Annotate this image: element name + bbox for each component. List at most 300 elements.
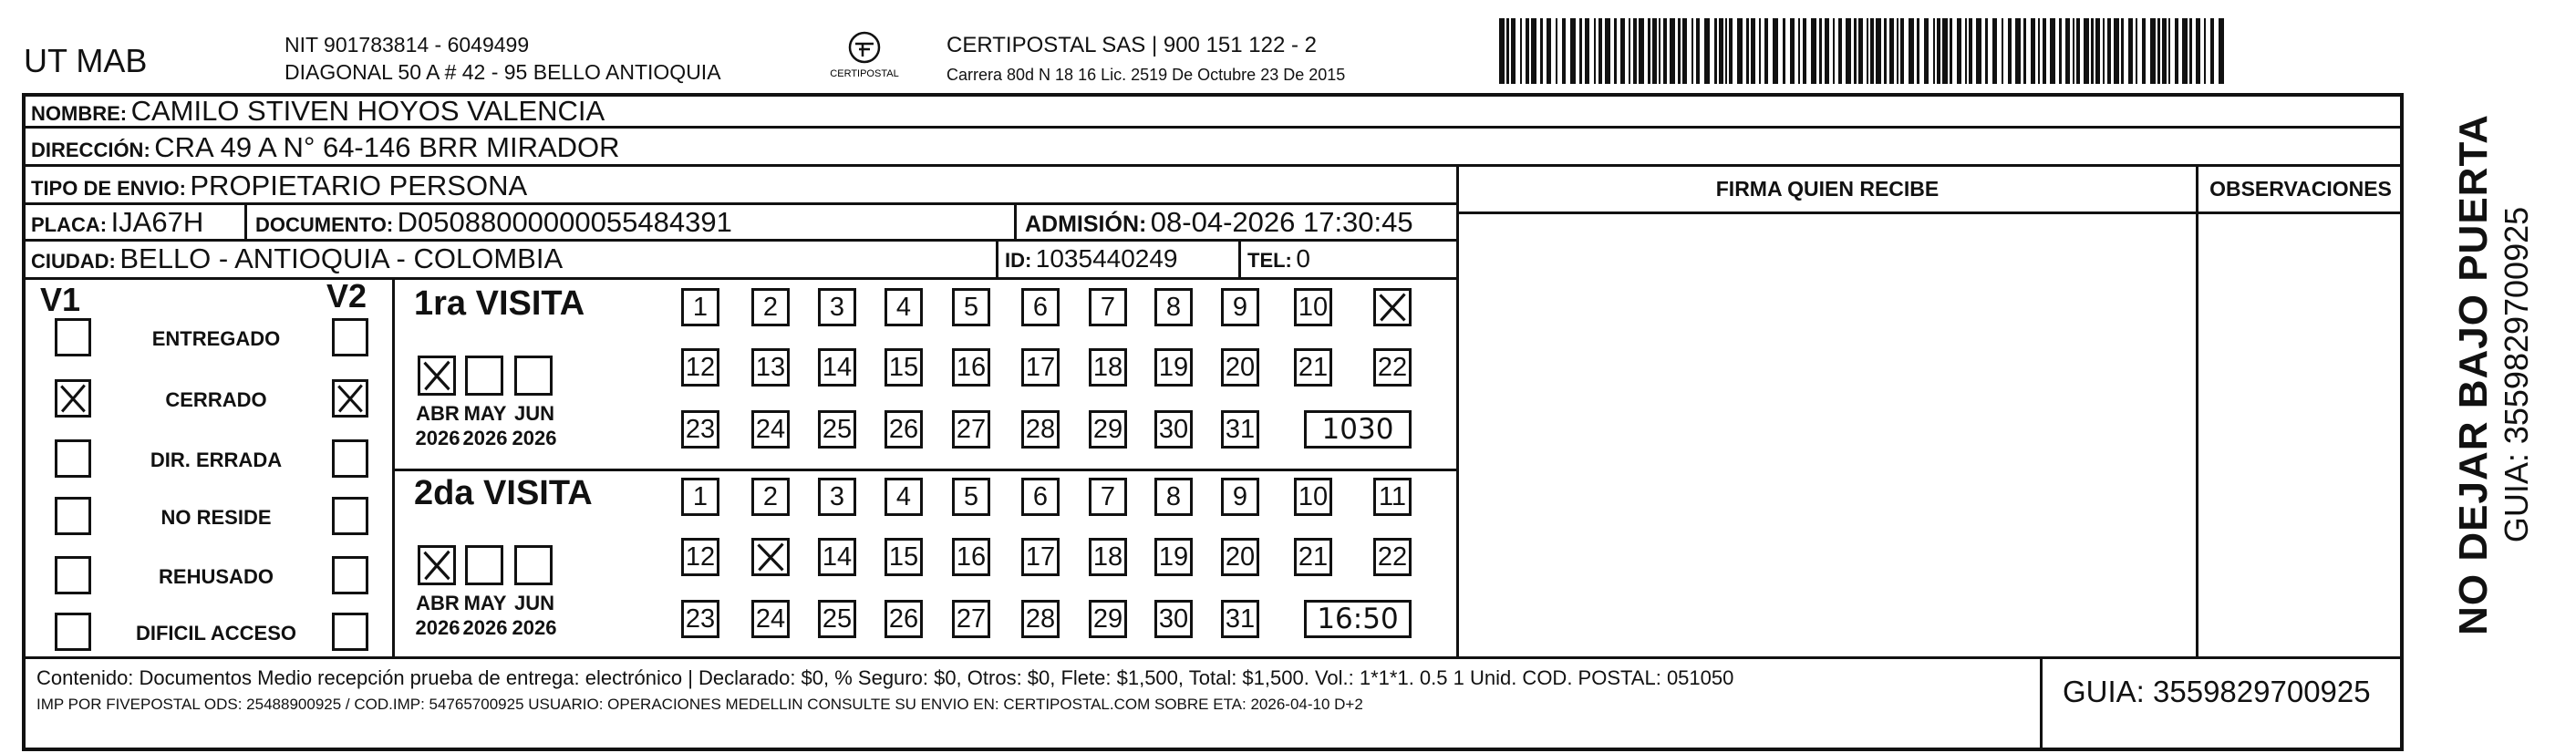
visit1-day-number: 22 [1377, 353, 1408, 382]
visit1-day-4-checkbox[interactable] [885, 288, 923, 326]
print-info: IMP POR FIVEPOSTAL ODS: 25488900925 / COD.IMP: 54765700925 USUARIO: OPERACIONES MEDELLIN CONSULTE SU ENVIO EN: CERTIPOSTAL.COM SOBRE ETA: 2026-04-10 D+2 [36, 696, 1363, 713]
name-label: NOMBRE: [31, 102, 128, 125]
visit1-day-number: 10 [1298, 293, 1329, 322]
barcode-bar [1798, 18, 1800, 84]
visit2-day-number: 4 [895, 482, 912, 511]
rule [244, 202, 247, 239]
visit1-day-number: 24 [755, 415, 786, 444]
visit2-day-number: 30 [1158, 604, 1189, 634]
visit2-day-number: 29 [1092, 604, 1123, 634]
check-mark-icon [420, 358, 453, 393]
visit2-day-number: 7 [1100, 482, 1116, 511]
barcode-bar [2095, 18, 2100, 84]
visit2-day-number: 31 [1225, 604, 1256, 634]
rule [26, 202, 1457, 205]
barcode-bar [2076, 18, 2080, 84]
visit1-title: 1ra VISITA [414, 284, 585, 323]
barcode-bar [1833, 18, 1835, 84]
visit2-day-26-checkbox[interactable] [885, 600, 923, 638]
barcode-bar [1605, 18, 1610, 84]
sender-name: UT MAB [24, 42, 148, 79]
visit1-day-27-checkbox[interactable] [952, 410, 990, 449]
visit2-day-number: 22 [1377, 542, 1408, 572]
barcode-bar [1783, 18, 1785, 84]
barcode-bar [1957, 18, 1961, 84]
barcode-bar [1678, 18, 1681, 84]
visit1-day-24-checkbox[interactable] [751, 410, 790, 449]
visit2-month-year: 2026 [415, 616, 460, 639]
visit1-day-20-checkbox[interactable] [1221, 348, 1259, 387]
rule [26, 277, 1457, 280]
visit2-day-number: 21 [1298, 542, 1329, 572]
tel-label: TEL: [1247, 249, 1292, 272]
visit2-day-number: 26 [888, 604, 919, 634]
visit2-day-2-checkbox[interactable] [751, 478, 790, 516]
barcode-bar [1917, 18, 1919, 84]
document-field [255, 206, 732, 239]
v2-checkbox-dir-errada[interactable] [332, 439, 368, 478]
courier-license: Carrera 80d N 18 16 Lic. 2519 De Octubre 23 De 2015 [947, 66, 1346, 84]
visit1-day-8-checkbox[interactable] [1154, 288, 1193, 326]
barcode-bar [2050, 18, 2055, 84]
barcode-bar [1933, 18, 1935, 84]
barcode-bar [2168, 18, 2170, 84]
barcode-bar [1585, 18, 1589, 84]
visit2-day-10-checkbox[interactable] [1294, 478, 1332, 516]
barcode-bar [1639, 18, 1644, 84]
barcode-bar [2219, 18, 2224, 84]
visit2-day-number: 5 [963, 482, 979, 511]
document-value: D05088000000055484391 [397, 206, 732, 238]
visit1-day-number: 28 [1025, 415, 1056, 444]
visit2-day-number: 23 [685, 604, 716, 634]
visit2-day-22-checkbox[interactable] [1373, 538, 1412, 576]
visit1-day-number: 5 [963, 293, 979, 322]
barcode-bar [1900, 18, 1904, 84]
barcode-bar [1520, 18, 1522, 84]
visit1-day-22-checkbox[interactable] [1373, 348, 1412, 387]
barcode-bar [1870, 18, 1874, 84]
logo-text: CERTIPOSTAL [830, 68, 899, 79]
check-mark-icon [754, 541, 787, 573]
courier-info [947, 31, 1345, 89]
barcode-bar [1858, 18, 1863, 84]
check-mark-icon [335, 382, 366, 415]
status-label: DIFICIL ACCESO [135, 622, 296, 645]
address-row [31, 131, 620, 164]
visit1-day-26-checkbox[interactable] [885, 410, 923, 449]
visit2-day-number: 19 [1158, 542, 1189, 572]
barcode-bar [1719, 18, 1723, 84]
barcode-bar [1811, 18, 1816, 84]
admission-value: 08-04-2026 17:30:45 [1150, 206, 1413, 238]
visit2-title: 2da VISITA [414, 474, 593, 512]
barcode-bar [2038, 18, 2040, 84]
rule [1238, 239, 1241, 277]
barcode-bar [2114, 18, 2119, 84]
barcode-bar [1556, 18, 1557, 84]
visit2-day-number: 25 [822, 604, 853, 634]
visit1-day-11-checkbox[interactable] [1373, 288, 1412, 326]
barcode-bar [1691, 18, 1693, 84]
barcode-bar [2196, 18, 2200, 84]
barcode-bar [1682, 18, 1687, 84]
visit2-day-9-checkbox[interactable] [1221, 478, 1259, 516]
visit1-day-number: 27 [956, 415, 987, 444]
visit2-day-5-checkbox[interactable] [952, 478, 990, 516]
id-field [1005, 244, 1178, 273]
barcode-bar [1889, 18, 1894, 84]
visit2-day-14-checkbox[interactable] [818, 538, 856, 576]
type-row [31, 170, 527, 202]
rule [26, 164, 2402, 167]
sender-info [284, 31, 721, 86]
barcode-bar [1838, 18, 1842, 84]
visit2-day-8-checkbox[interactable] [1154, 478, 1193, 516]
barcode-bar [2065, 18, 2070, 84]
admission-label: ADMISIÓN: [1025, 211, 1147, 237]
visit1-day-5-checkbox[interactable] [952, 288, 990, 326]
barcode-bar [1746, 18, 1749, 84]
barcode-bar [1759, 18, 1761, 84]
barcode-bar [1909, 18, 1914, 84]
visit2-day-6-checkbox[interactable] [1021, 478, 1060, 516]
rule [2040, 656, 2043, 749]
v2-checkbox-entregado[interactable] [332, 318, 368, 356]
side-tracking-number: GUIA: 3559829700925 [2498, 206, 2535, 543]
barcode-bar [1506, 18, 1509, 84]
barcode-bar [2128, 18, 2133, 84]
barcode-bar [1598, 18, 1602, 84]
plate-value: IJA67H [110, 206, 204, 238]
visit2-day-19-checkbox[interactable] [1154, 538, 1193, 576]
visit1-day-18-checkbox[interactable] [1089, 348, 1127, 387]
barcode-bar [1876, 18, 1881, 84]
visit2-month-label [505, 591, 564, 640]
visit2-day-13-checkbox[interactable] [751, 538, 790, 576]
visit1-day-21-checkbox[interactable] [1294, 348, 1332, 387]
visit1-day-number: 29 [1092, 415, 1123, 444]
plate-label: PLACA: [31, 213, 108, 236]
v2-checkbox-rehusado[interactable] [332, 556, 368, 594]
barcode-bar [1790, 18, 1795, 84]
visit2-day-number: 1 [692, 482, 709, 511]
barcode-bar [1663, 18, 1667, 84]
type-label: TIPO DE ENVIO: [31, 177, 186, 200]
visit2-day-28-checkbox[interactable] [1021, 600, 1060, 638]
barcode-bar [2204, 18, 2206, 84]
visit2-time-field[interactable] [1304, 600, 1412, 638]
observations-area[interactable] [2199, 215, 2400, 655]
visit2-time-value: 16:50 [1317, 603, 1399, 635]
visit1-day-30-checkbox[interactable] [1154, 410, 1193, 449]
visit2-day-number: 15 [888, 542, 919, 572]
barcode-bar [1531, 18, 1536, 84]
visit1-day-3-checkbox[interactable] [818, 288, 856, 326]
visit1-day-number: 3 [829, 293, 845, 322]
visit1-month-label [505, 401, 564, 450]
visit1-day-16-checkbox[interactable] [952, 348, 990, 387]
visit1-day-6-checkbox[interactable] [1021, 288, 1060, 326]
barcode-bar [1884, 18, 1887, 84]
visit2-day-4-checkbox[interactable] [885, 478, 923, 516]
visit1-day-25-checkbox[interactable] [818, 410, 856, 449]
v2-checkbox-no-reside[interactable] [332, 497, 368, 535]
v1-checkbox-entregado[interactable] [55, 318, 91, 356]
visit1-day-7-checkbox[interactable] [1089, 288, 1127, 326]
barcode-bar [2091, 18, 2094, 84]
barcode-bar [1965, 18, 1967, 84]
rule [996, 239, 998, 277]
barcode-bar [1942, 18, 1948, 84]
barcode-bar [2031, 18, 2035, 84]
visit2-month-name: ABR [416, 592, 460, 614]
barcode-bar [1499, 18, 1505, 84]
visit2-day-number: 6 [1032, 482, 1049, 511]
v1-checkbox-dificil-acceso[interactable] [55, 613, 91, 651]
visit2-day-number: 14 [822, 542, 853, 572]
visit2-day-23-checkbox[interactable] [681, 600, 719, 638]
visit2-day-31-checkbox[interactable] [1221, 600, 1259, 638]
visit2-day-number: 12 [685, 542, 716, 572]
barcode-bar [1867, 18, 1868, 84]
status-label: REHUSADO [159, 565, 274, 588]
visit1-day-28-checkbox[interactable] [1021, 410, 1060, 449]
visit2-day-number: 9 [1232, 482, 1248, 511]
visit2-month-year: 2026 [462, 616, 508, 639]
signature-title: FIRMA QUIEN RECIBE [1715, 177, 1940, 201]
visit1-time-field[interactable] [1304, 410, 1412, 449]
visit2-day-number: 24 [755, 604, 786, 634]
barcode-bar [2136, 18, 2137, 84]
visit1-day-number: 9 [1232, 293, 1248, 322]
barcode-bar [1704, 18, 1710, 84]
barcode-bar [1803, 18, 1806, 84]
visit1-month-name: ABR [416, 402, 460, 425]
barcode-bar [1725, 18, 1727, 84]
barcode-bar [1950, 18, 1952, 84]
barcode-bar [1819, 18, 1822, 84]
v1-checkbox-cerrado[interactable] [55, 379, 91, 418]
visit1-day-23-checkbox[interactable] [681, 410, 719, 449]
city-label: CIUDAD: [31, 250, 116, 273]
visit2-month-abr-checkbox[interactable] [418, 545, 456, 585]
barcode-bar [1714, 18, 1717, 84]
id-label: ID: [1005, 249, 1032, 272]
status-label: NO RESIDE [160, 506, 272, 529]
visit1-day-number: 20 [1225, 353, 1256, 382]
courier-name: CERTIPOSTAL SAS | 900 151 122 - 2 [947, 33, 1317, 57]
visit1-day-29-checkbox[interactable] [1089, 410, 1127, 449]
barcode-bar [1562, 18, 1566, 84]
barcode-bar [2210, 18, 2214, 84]
rule [1457, 211, 2402, 214]
barcode-bar [1620, 18, 1625, 84]
barcode-bar [2142, 18, 2146, 84]
visit1-day-number: 21 [1298, 353, 1329, 382]
visit2-month-name: JUN [513, 592, 554, 614]
visit2-day-24-checkbox[interactable] [751, 600, 790, 638]
visit2-day-number: 16 [956, 542, 987, 572]
plate-field [31, 206, 203, 239]
visit2-day-15-checkbox[interactable] [885, 538, 923, 576]
visit2-day-25-checkbox[interactable] [818, 600, 856, 638]
barcode-bar [2150, 18, 2156, 84]
barcode-bar [2121, 18, 2124, 84]
visit1-day-14-checkbox[interactable] [818, 348, 856, 387]
city-row [31, 242, 563, 275]
barcode-bar [1540, 18, 1543, 84]
visit2-day-17-checkbox[interactable] [1021, 538, 1060, 576]
barcode-bar [2107, 18, 2111, 84]
visit2-day-number: 18 [1092, 542, 1123, 572]
visit2-day-11-checkbox[interactable] [1373, 478, 1412, 516]
visit2-day-30-checkbox[interactable] [1154, 600, 1193, 638]
barcode [1495, 15, 2225, 88]
visit1-day-number: 17 [1025, 353, 1056, 382]
visit1-day-number: 23 [685, 415, 716, 444]
visit1-day-13-checkbox[interactable] [751, 348, 790, 387]
visit1-month-year: 2026 [462, 427, 508, 449]
barcode-bar [1976, 18, 1981, 84]
visit1-day-1-checkbox[interactable] [681, 288, 719, 326]
barcode-bar [2182, 18, 2188, 84]
visit1-day-number: 12 [685, 353, 716, 382]
visit1-month-name: MAY [463, 402, 507, 425]
visit2-day-18-checkbox[interactable] [1089, 538, 1127, 576]
v1-checkbox-dir-errada[interactable] [55, 439, 91, 478]
visit2-day-12-checkbox[interactable] [681, 538, 719, 576]
check-mark-icon [420, 548, 453, 583]
v1-heading: V1 [40, 281, 81, 318]
barcode-bar [2002, 18, 2003, 84]
shipment-type: PROPIETARIO PERSONA [190, 170, 528, 201]
visit2-day-16-checkbox[interactable] [952, 538, 990, 576]
barcode-bar [1579, 18, 1582, 84]
visit1-day-number: 19 [1158, 353, 1189, 382]
barcode-bar [2015, 18, 2021, 84]
visit2-day-number: 28 [1025, 604, 1056, 634]
content-summary: Contenido: Documentos Medio recepción prueba de entrega: electrónico | Declarado: $0, % Seguro: $0, Otros: $0, Flete: $1,500, Total: $1,500. Vol.: 1*1*1. 0.5 1 Unid. COD. POSTAL: 051050 [36, 666, 1734, 689]
rule [392, 469, 1457, 471]
visit1-day-12-checkbox[interactable] [681, 348, 719, 387]
visit1-day-number: 1 [692, 293, 709, 322]
city-value: BELLO - ANTIOQUIA - COLOMBIA [119, 242, 564, 274]
barcode-bar [1937, 18, 1940, 84]
visit1-day-9-checkbox[interactable] [1221, 288, 1259, 326]
v1-checkbox-no-reside[interactable] [55, 497, 91, 535]
visit1-day-number: 2 [762, 293, 779, 322]
barcode-bar [1659, 18, 1660, 84]
document-label: DOCUMENTO: [255, 213, 394, 236]
visit2-day-20-checkbox[interactable] [1221, 538, 1259, 576]
status-label: CERRADO [165, 388, 267, 411]
barcode-bar [1648, 18, 1650, 84]
visit1-day-17-checkbox[interactable] [1021, 348, 1060, 387]
barcode-bar [1773, 18, 1778, 84]
visit1-day-15-checkbox[interactable] [885, 348, 923, 387]
sender-nit: NIT 901783814 - 6049499 [284, 33, 530, 57]
visit1-day-31-checkbox[interactable] [1221, 410, 1259, 449]
visit2-month-year: 2026 [512, 616, 557, 639]
barcode-bar [1547, 18, 1551, 84]
v2-checkbox-cerrado[interactable] [332, 379, 368, 418]
visit1-day-10-checkbox[interactable] [1294, 288, 1332, 326]
visit1-day-number: 26 [888, 415, 919, 444]
visit1-day-number: 31 [1225, 415, 1256, 444]
visit1-day-2-checkbox[interactable] [751, 288, 790, 326]
visit2-day-number: 10 [1298, 482, 1329, 511]
visit2-day-7-checkbox[interactable] [1089, 478, 1127, 516]
visit1-day-19-checkbox[interactable] [1154, 348, 1193, 387]
status-label: DIR. ERRADA [150, 449, 283, 471]
visit2-day-3-checkbox[interactable] [818, 478, 856, 516]
visit1-day-number: 15 [888, 353, 919, 382]
visit1-month-jun-checkbox[interactable] [514, 356, 553, 396]
signature-area[interactable] [1459, 215, 2194, 655]
rule [2196, 164, 2198, 656]
barcode-bar [1633, 18, 1637, 84]
barcode-bar [1614, 18, 1617, 84]
barcode-bar [2175, 18, 2178, 84]
visit1-day-number: 7 [1100, 293, 1116, 322]
barcode-bar [2059, 18, 2062, 84]
visit2-month-jun-checkbox[interactable] [514, 545, 553, 585]
barcode-bar [2084, 18, 2089, 84]
v2-checkbox-dificil-acceso[interactable] [332, 613, 368, 651]
barcode-bar [1751, 18, 1755, 84]
barcode-bar [1594, 18, 1596, 84]
barcode-bar [1897, 18, 1898, 84]
barcode-bar [1985, 18, 1988, 84]
visit2-day-1-checkbox[interactable] [681, 478, 719, 516]
visit1-month-year: 2026 [415, 427, 460, 449]
visit2-day-number: 8 [1165, 482, 1182, 511]
rule [1014, 202, 1017, 239]
barcode-bar [1825, 18, 1829, 84]
check-mark-icon [57, 382, 88, 415]
barcode-bar [1764, 18, 1768, 84]
id-value: 1035440249 [1035, 244, 1178, 273]
barcode-bar [2008, 18, 2012, 84]
visit1-month-may-checkbox[interactable] [465, 356, 503, 396]
status-label: ENTREGADO [151, 327, 281, 350]
visit2-day-number: 20 [1225, 542, 1256, 572]
v1-checkbox-rehusado[interactable] [55, 556, 91, 594]
barcode-bar [1737, 18, 1743, 84]
tel-value: 0 [1296, 244, 1310, 273]
check-mark-icon [1376, 291, 1409, 324]
visit2-day-21-checkbox[interactable] [1294, 538, 1332, 576]
visit2-day-number: 17 [1025, 542, 1056, 572]
barcode-bar [2043, 18, 2046, 84]
barcode-bar [1629, 18, 1630, 84]
barcode-bar [2103, 18, 2105, 84]
visit1-month-abr-checkbox[interactable] [418, 356, 456, 396]
visit2-month-name: MAY [463, 592, 507, 614]
visit1-day-number: 13 [755, 353, 786, 382]
barcode-bar [1854, 18, 1857, 84]
visit1-month-year: 2026 [512, 427, 557, 449]
visit2-month-may-checkbox[interactable] [465, 545, 503, 585]
visit2-day-29-checkbox[interactable] [1089, 600, 1127, 638]
barcode-bar [1846, 18, 1851, 84]
barcode-bar [2189, 18, 2192, 84]
admission-field [1025, 206, 1413, 239]
visit2-day-27-checkbox[interactable] [952, 600, 990, 638]
barcode-bar [1526, 18, 1529, 84]
visit1-month-name: JUN [513, 402, 554, 425]
